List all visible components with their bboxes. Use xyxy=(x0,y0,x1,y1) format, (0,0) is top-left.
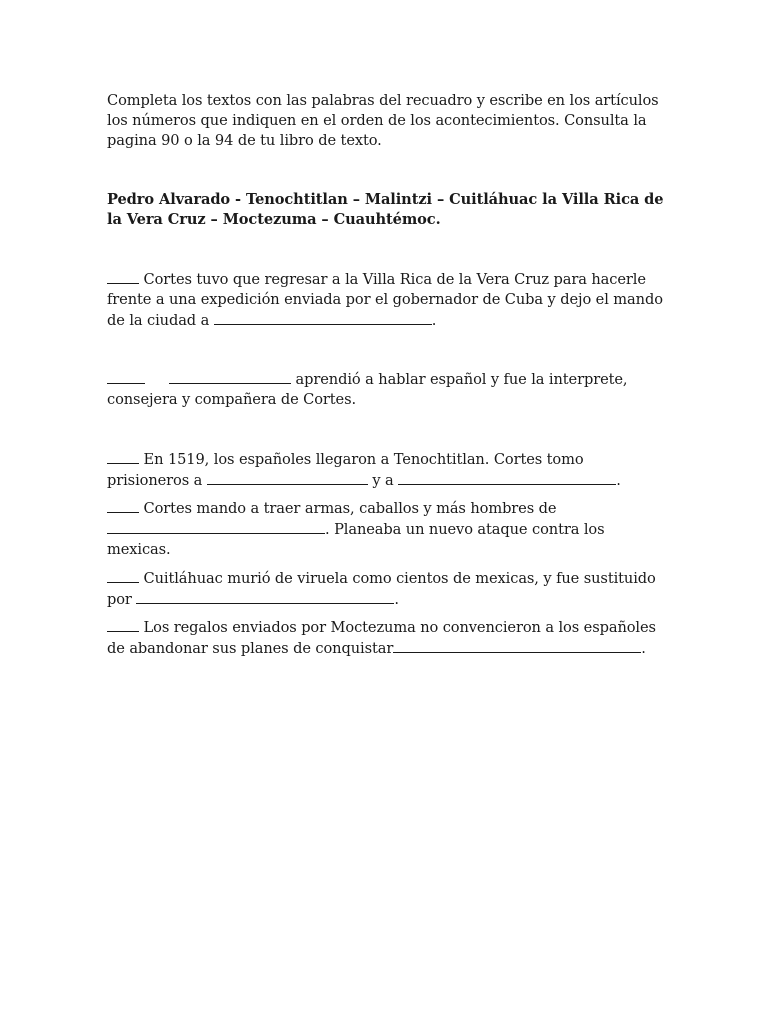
item-5-text: Cuitláhuac murió de viruela como cientos de mexicas, y fue sustituido por xyxy=(107,570,656,608)
item-2 xyxy=(107,369,667,410)
order-number-blank[interactable] xyxy=(107,498,139,513)
answer-blank[interactable] xyxy=(136,589,394,604)
answer-blank[interactable] xyxy=(107,519,325,534)
item-1-text: Cortes tuvo que regresar a la Villa Rica de la Vera Cruz para hacerle frente a una expedición enviada por el gobernador de Cuba y dejo el mando de la ciudad a xyxy=(107,271,663,329)
order-number-blank[interactable] xyxy=(107,568,139,583)
item-2-text: aprendió a hablar español y fue la interprete, consejera y compañera de Cortes. xyxy=(107,371,628,408)
order-number-blank[interactable] xyxy=(107,369,145,384)
item-6 xyxy=(107,617,667,659)
item-3-text: En 1519, los españoles llegaron a Tenochtitlan. Cortes tomo prisioneros a xyxy=(107,451,584,489)
item-1 xyxy=(107,269,667,331)
answer-blank[interactable] xyxy=(398,470,616,485)
item-5 xyxy=(107,568,667,610)
item-4 xyxy=(107,498,667,560)
item-6-text: Los regalos enviados por Moctezuma no convencieron a los españoles de abandonar sus planes de conquistar xyxy=(107,619,656,657)
item-4-text-b: . Planeaba un nuevo ataque contra los mexicas. xyxy=(107,521,605,558)
answer-blank[interactable] xyxy=(207,470,368,485)
item-6-end: . xyxy=(641,640,646,657)
item-3-text-b: y a xyxy=(372,472,394,489)
answer-blank[interactable] xyxy=(214,310,432,325)
item-3 xyxy=(107,449,667,491)
item-5-end: . xyxy=(394,591,399,608)
instructions-paragraph: Completa los textos con las palabras del recuadro y escribe en los artículos los números que indiquen en el orden de los acontecimientos. Consulta la pagina 90 o la 94 de tu libro de texto. xyxy=(107,92,659,149)
answer-blank[interactable] xyxy=(393,638,641,653)
item-1-end: . xyxy=(431,312,437,329)
item-3-end: . xyxy=(616,472,621,489)
order-number-blank[interactable] xyxy=(107,449,139,464)
order-number-blank[interactable] xyxy=(107,617,139,632)
item-4-text: Cortes mando a traer armas, caballos y más hombres de xyxy=(143,500,557,517)
order-number-blank[interactable] xyxy=(107,269,139,284)
word-bank: Pedro Alvarado - Tenochtitlan – Malintzi – Cuitláhuac la Villa Rica de la Vera Cruz – Moctezuma – Cuauhtémoc. xyxy=(107,191,664,228)
answer-blank[interactable] xyxy=(169,369,291,384)
